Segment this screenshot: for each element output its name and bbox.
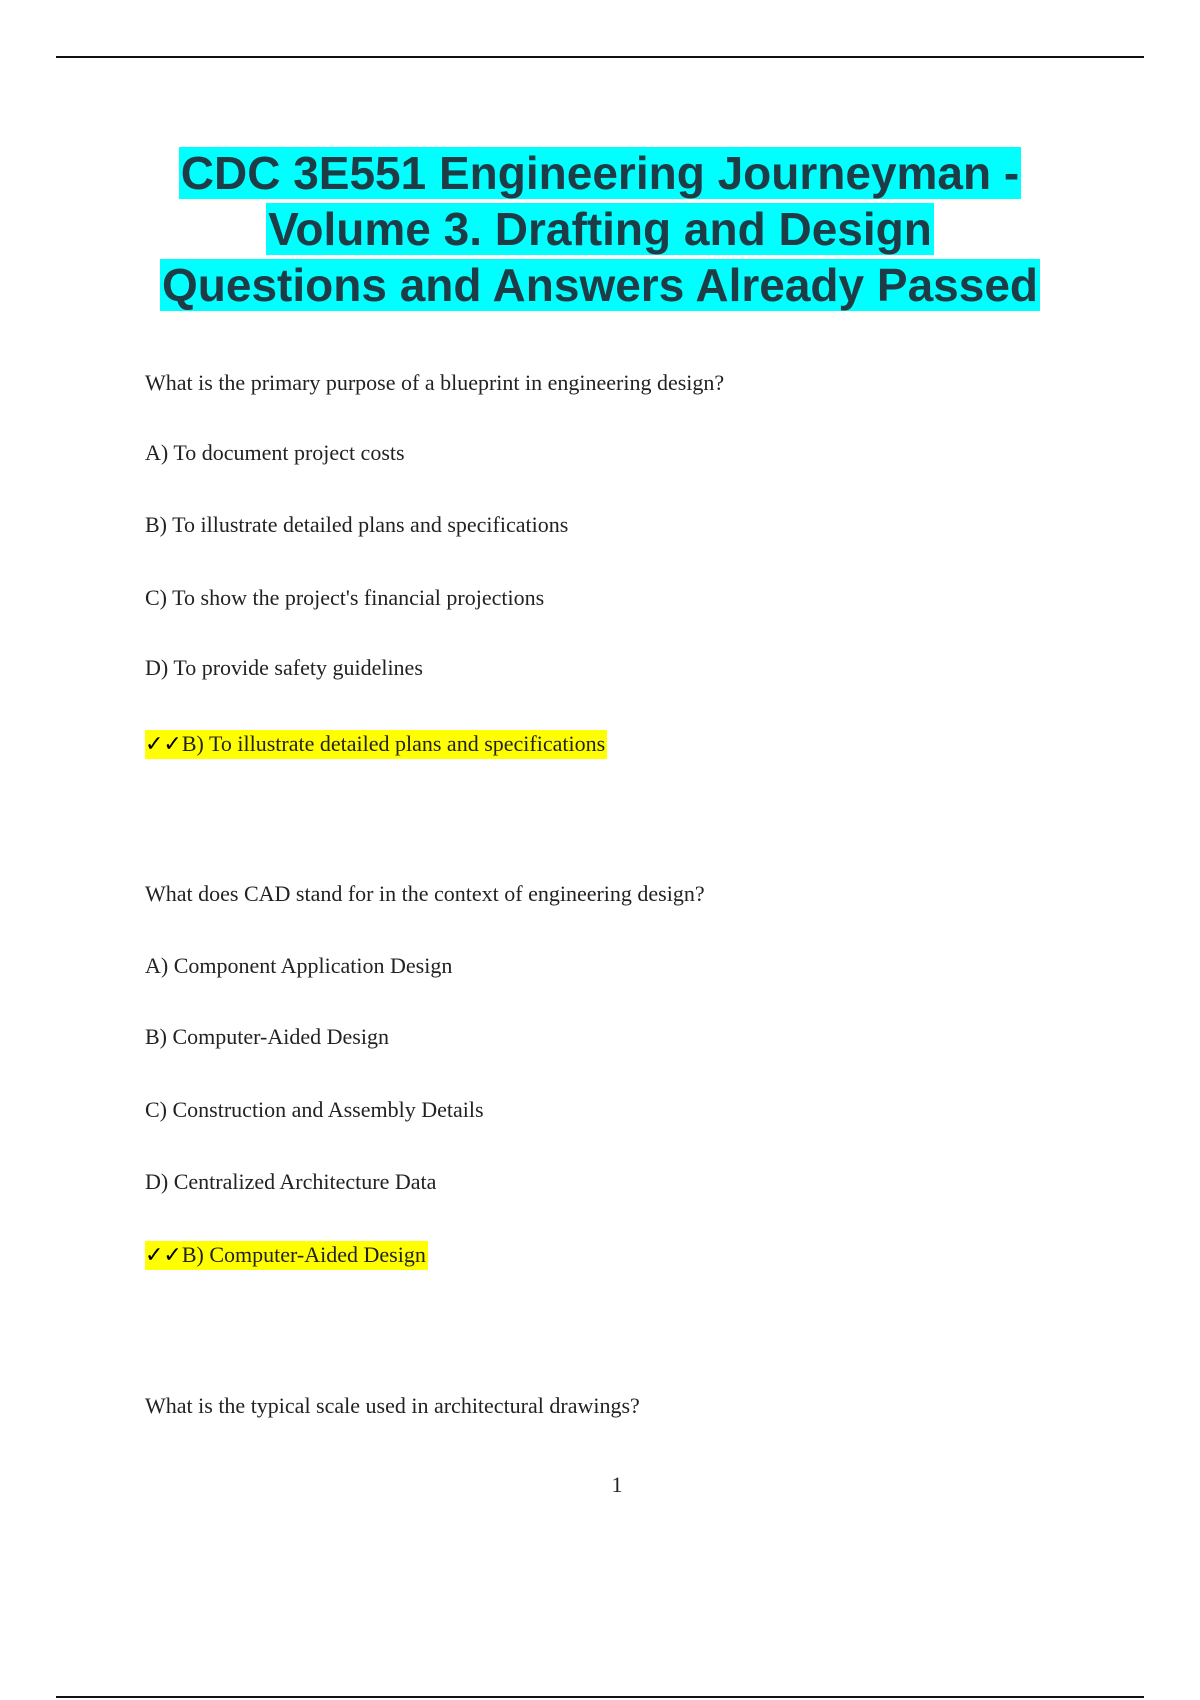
question-2-option-a: A) Component Application Design	[145, 953, 453, 978]
bottom-rule	[56, 1696, 1144, 1698]
question-2-option-b: B) Computer-Aided Design	[145, 1024, 389, 1049]
title-line-3: Questions and Answers Already Passed	[161, 259, 1039, 311]
question-2-text: What does CAD stand for in the context of engineering design?	[145, 881, 705, 906]
question-2-option-d: D) Centralized Architecture Data	[145, 1169, 437, 1194]
title-line-2: Volume 3. Drafting and Design	[268, 203, 932, 255]
double-check-icon: ✓✓	[145, 732, 182, 757]
document-title	[80, 145, 1120, 313]
top-rule	[56, 56, 1144, 58]
page-number: 1	[611, 1472, 623, 1497]
question-1-answer-text: B) To illustrate detailed plans and specifications	[181, 731, 606, 756]
question-1-option-a: A) To document project costs	[145, 440, 405, 465]
double-check-icon: ✓✓	[145, 1243, 182, 1268]
answer-highlight	[145, 1241, 428, 1270]
question-1-text: What is the primary purpose of a blueprint in engineering design?	[145, 370, 725, 395]
question-1-option-c: C) To show the project's financial projections	[145, 585, 545, 610]
question-2-answer	[145, 1241, 428, 1270]
question-2-option-c: C) Construction and Assembly Details	[145, 1097, 484, 1122]
question-1-answer	[145, 730, 607, 759]
title-line-1: CDC 3E551 Engineering Journeyman -	[180, 147, 1020, 199]
question-3-text: What is the typical scale used in architectural drawings?	[145, 1393, 640, 1418]
question-2-answer-text: B) Computer-Aided Design	[181, 1242, 426, 1267]
question-1-option-d: D) To provide safety guidelines	[145, 655, 423, 680]
answer-highlight	[145, 730, 607, 759]
question-1-option-b: B) To illustrate detailed plans and specifications	[145, 512, 569, 537]
